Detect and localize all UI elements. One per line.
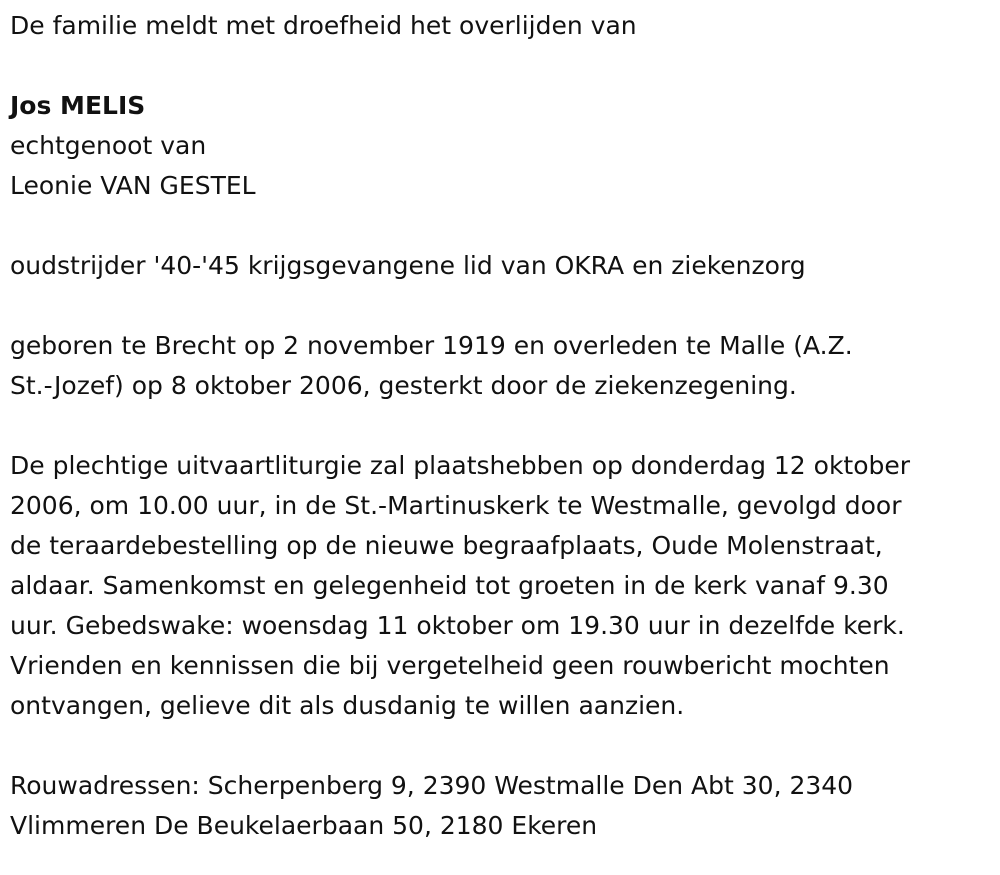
birth-death-line: geboren te Brecht op 2 november 1919 en overleden te Malle (A.Z. <box>10 331 853 360</box>
addresses-paragraph <box>10 766 980 846</box>
funeral-line: aldaar. Samenkomst en gelegenheid tot groeten in de kerk vanaf 9.30 <box>10 571 889 600</box>
spacer <box>10 46 980 86</box>
spacer <box>10 726 980 766</box>
birth-death-line: St.-Jozef) op 8 oktober 2006, gesterkt door de ziekenzegening. <box>10 371 797 400</box>
affiliations-text: oudstrijder '40-'45 krijgsgevangene lid van OKRA en ziekenzorg <box>10 251 806 280</box>
spacer <box>10 406 980 446</box>
address-line: Rouwadressen: Scherpenberg 9, 2390 Westmalle Den Abt 30, 2340 <box>10 771 854 800</box>
death-notice <box>10 6 980 846</box>
deceased-name: Jos MELIS <box>10 91 146 120</box>
funeral-paragraph <box>10 446 980 726</box>
funeral-line: Vrienden en kennissen die bij vergetelheid geen rouwbericht mochten <box>10 651 890 680</box>
birth-death-paragraph <box>10 326 980 406</box>
spouse-relation: echtgenoot van <box>10 131 207 160</box>
spacer <box>10 206 980 246</box>
intro-text: De familie meldt met droefheid het overlijden van <box>10 11 637 40</box>
funeral-line: De plechtige uitvaartliturgie zal plaatshebben op donderdag 12 oktober <box>10 451 911 480</box>
funeral-line: ontvangen, gelieve dit als dusdanig te willen aanzien. <box>10 691 685 720</box>
funeral-line: uur. Gebedswake: woensdag 11 oktober om 19.30 uur in dezelfde kerk. <box>10 611 905 640</box>
address-line: Vlimmeren De Beukelaerbaan 50, 2180 Ekeren <box>10 811 598 840</box>
spouse-name: Leonie VAN GESTEL <box>10 171 256 200</box>
spacer <box>10 286 980 326</box>
funeral-line: 2006, om 10.00 uur, in de St.-Martinuskerk te Westmalle, gevolgd door <box>10 491 902 520</box>
funeral-line: de teraardebestelling op de nieuwe begraafplaats, Oude Molenstraat, <box>10 531 883 560</box>
